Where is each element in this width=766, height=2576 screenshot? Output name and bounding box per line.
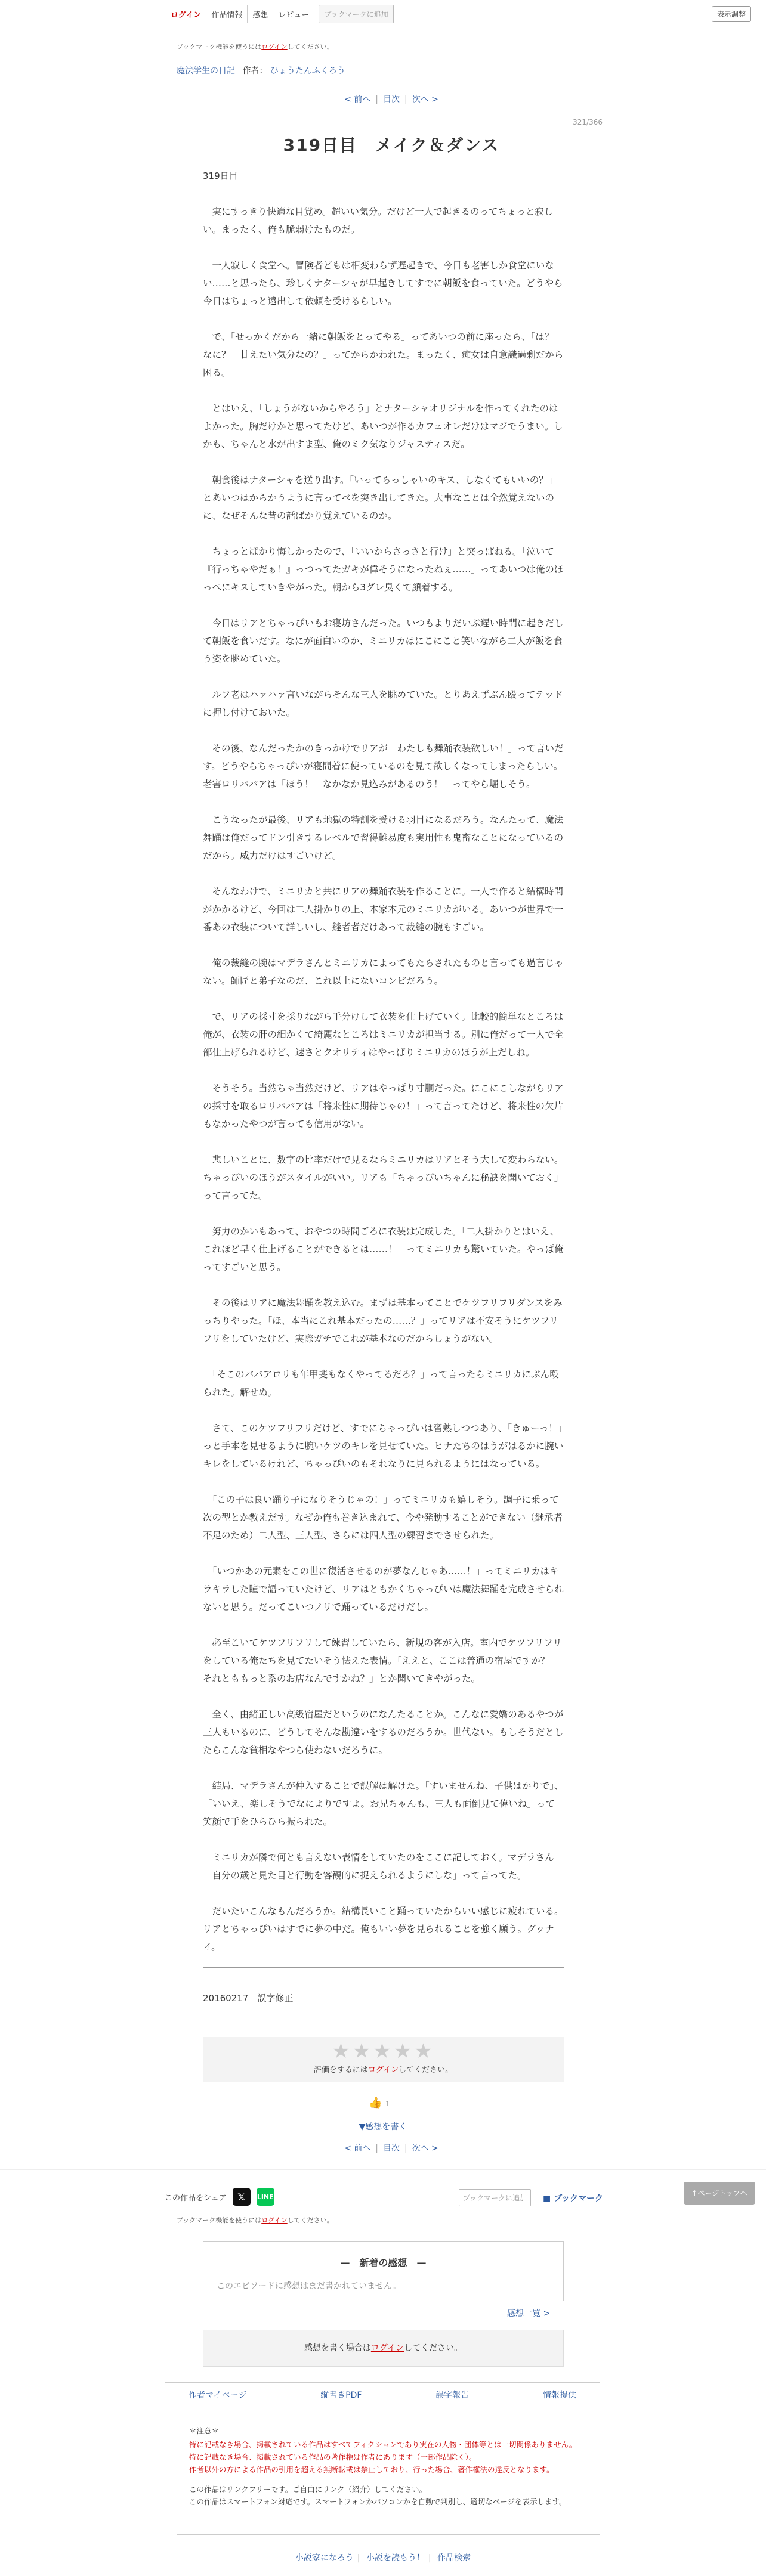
body-paragraph: 「そこのババアロリも年甲斐もなくやってるだろ？」って言ったらミニリカにぶん殴られた。解せぬ。 <box>203 1369 559 1398</box>
rating-note <box>203 2063 564 2075</box>
page-top-button[interactable]: ↑ページトップへ <box>684 2182 755 2205</box>
body-paragraph: 「いつかあの元素をこの世に復活させるのが夢なんじゃあ……！」ってミニリカはキラキラした瞳で語っていたけど、リアはともかくちゃっぴいは魔法舞踊を完成させられないと思う。だってこいつノリで踊っているだけだし。 <box>203 1566 564 1612</box>
page-number: 321/366 <box>573 118 603 126</box>
toc-link[interactable]: 目次 <box>383 95 400 104</box>
impression-login-text: 感想を書く場合は <box>304 2343 371 2353</box>
footer-area <box>0 2169 766 2576</box>
no-impressions-text: このエピソードに感想はまだ書かれていません。 <box>217 2281 401 2291</box>
next-link-bottom[interactable]: 次へ > <box>412 2144 438 2153</box>
author-link[interactable]: ひょうたんふくろう <box>270 66 345 76</box>
body-paragraph: で、「せっかくだから一緒に朝飯をとってやる」ってあいつの前に座ったら、「は？ なに？ 甘えたい気分なの？」ってからかわれた。まったく、痴女は自意識過剰だから困る。 <box>203 332 564 378</box>
info-report-link[interactable]: 情報提供 <box>542 2391 576 2400</box>
body-paragraph: 努力のかいもあって、おやつの時間ごろに衣装は完成した。「二人掛かりとはいえ、これほど早く仕上げることができるとは……！」ってミニリカも驚いていた。やっぱ俺ってすごいと思う。 <box>203 1226 564 1272</box>
line-share-icon[interactable]: LINE <box>257 2188 274 2206</box>
body-paragraph: そうそう。当然ちゃ当然だけど、リアはやっぱり寸胴だった。にこにこしながらリアの採寸を取るロリババアは「将来性に期待じゃの！」って言ってたけど、将来性の欠片もなかったやつが言っても信用がない。 <box>203 1083 564 1129</box>
new-impressions-box <box>203 2241 564 2301</box>
body-paragraph: そんなわけで、ミニリカと共にリアの舞踊衣装を作ることに。一人で作ると結構時間がかかるけど、今回は二人掛かりの上、本家本元のミニリカがいる。あいつが世界で一番あの衣装について詳しいし、縫者者だけあって裁縫の腕もすごい。 <box>203 886 564 933</box>
pager-sep: | <box>375 95 378 104</box>
body-paragraph: 実にすっきり快適な目覚め。超いい気分。だけど一人で起きるのってちょっと寂しい。まったく、俺も脆弱けたものだ。 <box>203 206 554 235</box>
pager-sep: | <box>375 2144 378 2153</box>
notice-red-2: 特に記載なき場合、掲載されている作品の著作権は作者にあります（一部作品除く）。 <box>189 2453 477 2462</box>
add-bookmark-button[interactable]: ブックマークに追加 <box>319 5 393 23</box>
bookmark-note-text: ブックマーク機能を使うには <box>177 2216 262 2224</box>
bookmark-note-suffix: してください。 <box>287 2216 333 2224</box>
bottom-nav <box>0 2552 766 2563</box>
search-link[interactable]: 作品検索 <box>437 2553 471 2563</box>
bookmark-note-suffix: してください。 <box>287 43 333 51</box>
impression-login-box <box>203 2330 564 2367</box>
like-count: 1 <box>385 2100 390 2108</box>
footer-links <box>165 2382 600 2407</box>
work-info-link[interactable]: 作品情報 <box>206 5 248 23</box>
body-paragraph: で、リアの採寸を採りながら手分けして衣装を仕上げていく。比較的簡単なところは俺が、衣装の肝の細かくて綺麗なところはミニリカが担当する。別に俺だって一人で全部仕上げられるけど、速さとクオリティはやっぱりミニリカのほうが上だしね。 <box>203 1011 564 1058</box>
rating-note-suffix: してください。 <box>399 2066 453 2075</box>
episode-subtitle: 319日目 <box>203 171 238 181</box>
rating-stars[interactable]: ★★★★★ <box>332 2039 435 2063</box>
new-impressions-title: — 新着の感想 — <box>340 2257 427 2268</box>
afterword-divider <box>203 1967 564 1968</box>
body-paragraph: その後、なんだったかのきっかけでリアが「わたしも舞踊衣装欲しい！」って言いだす。どうやらちゃっぴいが寝間着に使っているのを見て欲しくなってしまったらしい。老害ロリババアは「ほう！ なかなか見込みがあるのう！」ってやら堀しそう。 <box>203 743 564 789</box>
bookmark-note-login-link[interactable]: ログイン <box>261 43 288 51</box>
notice-smartphone: この作品はスマートフォン対応です。スマートフォンかパソコンかを自動で判別し、適切なページを表示します。 <box>189 2497 567 2506</box>
rating-box <box>203 2037 564 2082</box>
body-paragraph: 悲しいことに、数字の比率だけで見るならミニリカはリアとそう大して変わらない。ちゃっぴいのほうがスタイルがいい。リアも「ちゃっぴいちゃんに秘訣を聞いておく」って言ってた。 <box>203 1154 564 1201</box>
body-paragraph: 必至こいてケツフリフリして練習していたら、新規の客が入店。室内でケツフリフリをしている俺たちを見てたいそう怯えた表情。「ええと、ここは普通の宿屋ですか？ それとももっと系のお店なんですかね？」とか聞いてきやがった。 <box>203 1637 562 1684</box>
author-label: 作者： <box>242 66 268 76</box>
afterword-text: 20160217 誤字修正 <box>203 1993 294 2004</box>
notice-link-free: この作品はリンクフリーです。ご自由にリンク（紹介）してください。 <box>189 2485 427 2494</box>
pager-bottom <box>177 2142 606 2154</box>
nav-sep: | <box>357 2553 360 2563</box>
share-row <box>165 2188 274 2206</box>
body-paragraph: こうなったが最後、リアも地獄の特訓を受ける羽目になるだろう。なんたって、魔法舞踊は俺だってドン引きするレベルで習得難易度も実用性も鬼畜なことになっているのだから。威力だけはすごいけど。 <box>203 815 564 861</box>
body-paragraph: 朝食後はナターシャを送り出す。「いってらっしゃいのキス、しなくてもいいの？」とあいつはからかうように言ってベを突き出してきた。大事なことは全然覚えないのに、なぜそんな昔の話ばかり覚えているのか。 <box>203 475 558 521</box>
typo-report-link[interactable]: 誤字報告 <box>435 2391 470 2400</box>
notice-box <box>177 2416 600 2535</box>
syosetu-link[interactable]: 小説家になろう <box>295 2553 354 2563</box>
series-info <box>177 64 606 76</box>
impression-login-suffix: してください。 <box>404 2343 463 2353</box>
body-paragraph: 「この子は良い踊り子になりそうじゃの！」ってミニリカも嬉しそう。調子に乗って次の型とか教えだす。なぜか俺も巻き込まれて、今や発動することができない（継承者不足のため）二人型、三人型、さらには四人型の練習までさせられた。 <box>203 1494 563 1541</box>
yomou-link[interactable]: 小説を読もう！ <box>366 2553 425 2563</box>
notice-red-3: 作者以外の方による作品の引用を超える無断転載は禁止しており、行った場合、著作権法の違反となります。 <box>189 2465 554 2474</box>
impressions-list-link[interactable]: 感想一覧 > <box>507 2309 551 2318</box>
author-mypage-link[interactable]: 作者マイページ <box>189 2391 247 2400</box>
impression-login-link[interactable]: ログイン <box>370 2343 404 2353</box>
body-paragraph: 俺の裁縫の腕はマデラさんとミニリカによってもたらされたものと言っても過言じゃない。師匠と弟子なのだ、これ以上にないコンビだろう。 <box>203 958 564 986</box>
prev-link[interactable]: < 前へ <box>344 95 371 104</box>
body-paragraph: だいたいこんなもんだろうか。結構長いこと踊っていたからいい感じに疲れている。リアとちゃっぴいはすでに夢の中だ。俺もいい夢を見られることを強く願う。グッナイ。 <box>203 1906 564 1952</box>
notice-red-1: 特に記載なき場合、掲載されている作品はすべてフィクションであり実在の人物・団体等とは一切関係ありません。 <box>189 2440 577 2449</box>
write-impression-link[interactable]: ▼感想を書く <box>359 2122 407 2132</box>
thumbs-up-icon: 👍 <box>369 2097 382 2109</box>
rating-login-link[interactable]: ログイン <box>367 2066 399 2075</box>
series-title-link[interactable]: 魔法学生の日記 <box>177 66 235 76</box>
body-paragraph: さて、このケツフリフリだけど、すでにちゃっぴいは習熟しつつあり、「きゅーっ！」っと手本を見せるように腕いケツのキレを見せていた。ヒナたちのはうがはるかに腕いキレをしているけれど、ちゃっぴいのもそれなりに見られるようにはなっている。 <box>203 1423 564 1469</box>
body-paragraph: 今日はリアとちゃっぴいもお寝坊さんだった。いつもよりだいぶ遅い時間に起きだして朝飯を食いだす。なにが面白いのか、ミニリカはにこにこと笑いながら二人が飯を食う姿を眺めていた。 <box>203 618 564 664</box>
display-settings-button[interactable]: 表示調整 <box>712 6 751 22</box>
body-paragraph: ミニリカが隣で何とも言えない表情をしていたのをここに記しておく。マデラさん「自分の歳と見た目と行動を客観的に捉えられるようにしな」って言ってた。 <box>203 1852 554 1881</box>
rating-note-text: 評価をするには <box>313 2066 368 2075</box>
login-link[interactable]: ログイン <box>166 5 206 23</box>
body-paragraph: 一人寂しく食堂へ。冒険者どもは相変わらず遅起きで、今日も老害しか食堂にいない……と思ったら、珍しくナターシャが早起きしてすでに朝飯を食っていた。どうやら今日はちょっと遠出して依頼を受けるらしい。 <box>203 260 563 306</box>
body-paragraph: ルフ老はハァハァ言いながらそんな三人を眺めていた。とりあえずぶん殴ってテッドに押し付けておいた。 <box>203 689 563 718</box>
header-nav <box>166 5 394 23</box>
nav-sep: | <box>428 2553 431 2563</box>
bookmark-login-note <box>177 42 606 51</box>
header-bar <box>0 0 766 26</box>
impressions-link[interactable]: 感想 <box>248 5 273 23</box>
bookmark-link[interactable]: ■ ブックマーク <box>543 2194 604 2203</box>
pager-sep: | <box>404 2144 407 2153</box>
next-link[interactable]: 次へ > <box>412 95 438 104</box>
like-button[interactable] <box>369 2097 390 2109</box>
x-share-icon[interactable]: 𝕏 <box>233 2188 251 2206</box>
pager-top <box>177 93 606 105</box>
share-label: この作品をシェア <box>165 2193 227 2203</box>
episode-title: 319日目 メイク＆ダンス <box>283 135 500 155</box>
body-paragraph: 結局、マデラさんが仲入することで誤解は解けた。「すいませんね、子供はかりで」、「いいえ、楽しそうでなによりですよ。お兄ちゃんも、三人も面倒見て偉いね」って笑顔で手をひらひら振られた。 <box>203 1781 564 1827</box>
body-paragraph: 全く、由緒正しい高級宿屋だというのになんたることか。こんなに愛嬌のあるやつが三人もいるのに、どうしてそんな勘違いをするのだろうか。世代ない。もしそうだとしたらこんな貧相なやつら使わないだろうに。 <box>203 1709 564 1755</box>
body-paragraph: とはいえ、「しょうがないからやろう」とナターシャオリジナルを作ってくれたのはよかった。胸だけかと思ってたけど、あいつが作るカフェオレだけはマジでうまい。しかも、ちゃんと水が出すま型、俺のミク気なりジャスティスだ。 <box>203 403 563 450</box>
bookmark-note-login-link-bottom[interactable]: ログイン <box>261 2216 288 2224</box>
bookmark-login-note-bottom <box>177 2215 333 2225</box>
bookmark-note-text: ブックマーク機能を使うには <box>177 43 262 51</box>
episode-body <box>203 203 564 1974</box>
body-paragraph: その後はリアに魔法舞踊を教え込む。まずは基本ってことでケツフリフリダンスをみっちりやった。「ほ、本当にこれ基本だったの……？」ってリアは不安そうにケツフリフリをしていたけど、実際ガチでこれが基本なのだからしょうがない。 <box>203 1298 563 1344</box>
notice-title: ＊注意＊ <box>189 2426 220 2435</box>
prev-link-bottom[interactable]: < 前へ <box>344 2144 371 2153</box>
body-paragraph: ちょっとばかり悔しかったので、「いいからさっさと行け」と突っぱねる。「泣いて『行っちゃやだぁ！』っつってたガキが偉そうになったねぇ……」ってあいつは俺のほっぺにキスしていきやがった。朝から3グレ臭くて顔着する。 <box>203 546 564 593</box>
vertical-pdf-link[interactable]: 縦書きPDF <box>320 2391 362 2400</box>
pager-sep: | <box>404 95 407 104</box>
add-bookmark-button-bottom[interactable]: ブックマークに追加 <box>459 2189 531 2206</box>
review-link[interactable]: レビュー <box>278 11 310 20</box>
toc-link-bottom[interactable]: 目次 <box>383 2144 400 2153</box>
